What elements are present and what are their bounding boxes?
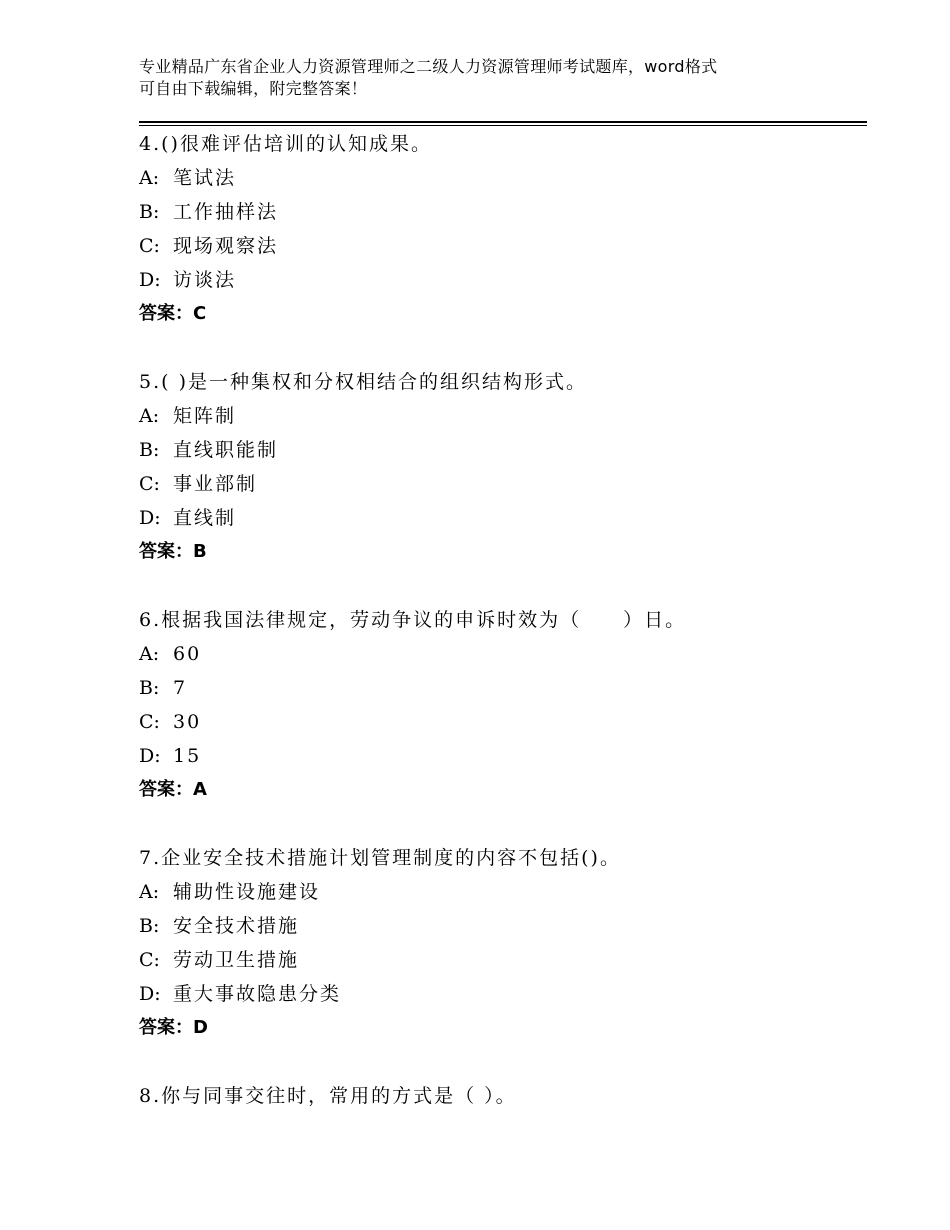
option-key: A: — [139, 167, 160, 189]
option-text: 30 — [173, 711, 202, 733]
option-text: 直线制 — [173, 507, 237, 529]
option-key: D: — [139, 269, 161, 291]
answer-label: 答案：C — [139, 303, 207, 324]
option-text: 现场观察法 — [173, 235, 279, 257]
option-text: 安全技术措施 — [173, 915, 300, 937]
option-b — [139, 909, 867, 943]
document-header — [139, 56, 839, 100]
question-list — [139, 127, 867, 1147]
option-text: 7 — [173, 677, 188, 699]
option-b — [139, 195, 867, 229]
option-key: D: — [139, 983, 161, 1005]
question-stem: 7.企业安全技术措施计划管理制度的内容不包括()。 — [139, 847, 621, 869]
option-d — [139, 977, 867, 1011]
option-a — [139, 161, 867, 195]
option-a — [139, 875, 867, 909]
question-stem: 5.( )是一种集权和分权相结合的组织结构形式。 — [139, 371, 587, 393]
header-rule-thin — [139, 125, 867, 126]
question-6 — [139, 603, 867, 807]
option-key: C: — [139, 473, 160, 495]
option-key: C: — [139, 711, 160, 733]
header-line-1: 专业精品广东省企业人力资源管理师之二级人力资源管理师考试题库，word格式 — [139, 57, 718, 76]
option-text: 直线职能制 — [173, 439, 279, 461]
option-c — [139, 467, 867, 501]
option-d — [139, 739, 867, 773]
option-key: A: — [139, 405, 160, 427]
option-key: D: — [139, 507, 161, 529]
option-d — [139, 501, 867, 535]
option-text: 矩阵制 — [173, 405, 237, 427]
option-key: A: — [139, 643, 160, 665]
option-c — [139, 229, 867, 263]
option-key: C: — [139, 235, 160, 257]
option-text: 辅助性设施建设 — [173, 881, 321, 903]
option-key: B: — [139, 677, 160, 699]
option-key: B: — [139, 439, 160, 461]
option-a — [139, 399, 867, 433]
option-text: 笔试法 — [173, 167, 237, 189]
option-key: A: — [139, 881, 160, 903]
option-b — [139, 671, 867, 705]
option-text: 劳动卫生措施 — [173, 949, 300, 971]
question-stem: 4.()很难评估培训的认知成果。 — [139, 133, 432, 155]
answer-label: 答案：D — [139, 1017, 208, 1038]
option-key: B: — [139, 201, 160, 223]
option-key: B: — [139, 915, 160, 937]
header-rule-thick — [139, 121, 867, 123]
question-8 — [139, 1079, 867, 1113]
question-7 — [139, 841, 867, 1045]
option-a — [139, 637, 867, 671]
option-b — [139, 433, 867, 467]
option-key: C: — [139, 949, 160, 971]
option-text: 访谈法 — [173, 269, 237, 291]
header-line-2: 可自由下载编辑，附完整答案！ — [139, 79, 368, 98]
question-stem: 8.你与同事交往时，常用的方式是（ ）。 — [139, 1085, 517, 1107]
question-5 — [139, 365, 867, 569]
option-c — [139, 943, 867, 977]
option-text: 事业部制 — [173, 473, 258, 495]
option-text: 60 — [173, 643, 202, 665]
option-key: D: — [139, 745, 161, 767]
option-text: 重大事故隐患分类 — [173, 983, 342, 1005]
answer-label: 答案：A — [139, 779, 207, 800]
question-stem: 6.根据我国法律规定，劳动争议的申诉时效为（ ）日。 — [139, 609, 687, 631]
question-4 — [139, 127, 867, 331]
answer-label: 答案：B — [139, 541, 207, 562]
option-d — [139, 263, 867, 297]
option-text: 工作抽样法 — [173, 201, 279, 223]
option-c — [139, 705, 867, 739]
option-text: 15 — [173, 745, 202, 767]
